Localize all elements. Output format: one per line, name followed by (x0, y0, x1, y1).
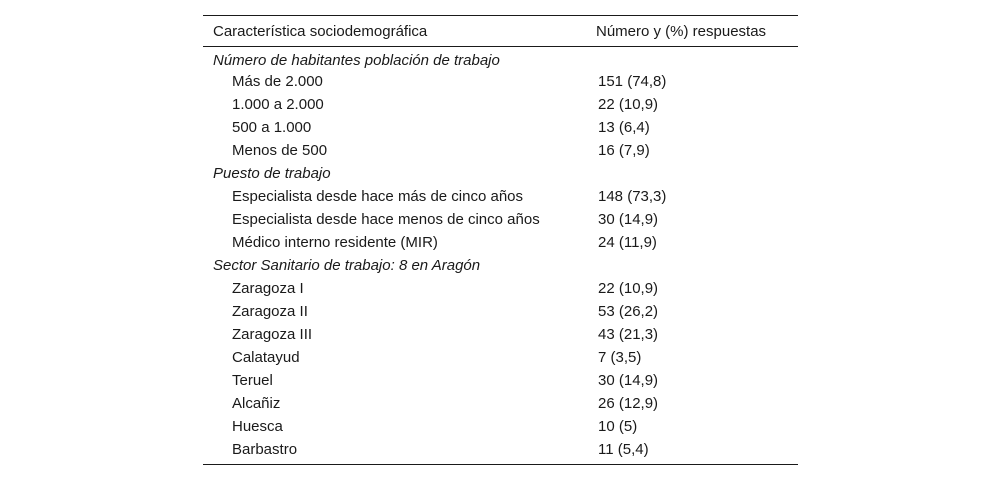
row-label: Médico interno residente (MIR) (232, 234, 438, 251)
table-row (203, 185, 798, 208)
row-label: Zaragoza II (232, 303, 308, 320)
row-label: 500 a 1.000 (232, 119, 312, 136)
table-row (203, 392, 798, 415)
table-header (203, 16, 798, 47)
row-label: Calatayud (232, 349, 300, 366)
row-value: 30 (14,9) (598, 372, 659, 389)
row-value: 10 (5) (598, 418, 638, 435)
row-label: Huesca (232, 418, 283, 435)
table-row (203, 438, 798, 465)
row-value: 22 (10,9) (598, 280, 659, 297)
row-value: 24 (11,9) (598, 234, 657, 251)
table-row (203, 369, 798, 392)
row-label: Zaragoza III (232, 326, 313, 343)
table-row (203, 277, 798, 300)
row-value: 7 (3,5) (598, 349, 642, 366)
table-row (203, 93, 798, 116)
row-label: 1.000 a 2.000 (232, 96, 324, 113)
row-label: Especialista desde hace menos de cinco años (232, 211, 540, 228)
row-label: Barbastro (203, 438, 596, 465)
table-row (203, 323, 798, 346)
row-label: Especialista desde hace más de cinco años (232, 188, 524, 205)
row-value: 13 (6,4) (598, 119, 650, 136)
table-body (203, 47, 798, 465)
row-label: Menos de 500 (232, 142, 328, 159)
row-value: 11 (5,4) (596, 438, 798, 465)
section-title-position: Puesto de trabajo (213, 165, 331, 182)
row-value: 148 (73,3) (598, 188, 667, 205)
section-row (203, 254, 798, 277)
table-row (203, 231, 798, 254)
table-row (203, 116, 798, 139)
header-row (203, 16, 798, 47)
row-label: Más de 2.000 (232, 73, 323, 90)
row-value: 53 (26,2) (598, 303, 659, 320)
row-value: 26 (12,9) (598, 395, 659, 412)
section-row (203, 47, 798, 71)
row-value: 16 (7,9) (598, 142, 650, 159)
table-row (203, 346, 798, 369)
row-value: 22 (10,9) (598, 96, 659, 113)
row-value: 30 (14,9) (598, 211, 659, 228)
table-row (203, 139, 798, 162)
header-responses: Número y (%) respuestas (596, 16, 798, 47)
header-characteristic: Característica sociodemográfica (203, 16, 596, 47)
section-row (203, 162, 798, 185)
table-row (203, 70, 798, 93)
sociodemographic-table (203, 15, 798, 465)
table-row (203, 415, 798, 438)
row-value: 151 (74,8) (598, 73, 667, 90)
section-title-health-sector: Sector Sanitario de trabajo: 8 en Aragón (213, 257, 481, 274)
section-title-population: Número de habitantes población de trabajo (213, 51, 500, 69)
row-label: Alcañiz (232, 395, 281, 412)
table-row (203, 300, 798, 323)
row-label: Zaragoza I (232, 280, 304, 297)
table-row (203, 208, 798, 231)
row-label: Teruel (232, 372, 273, 389)
data-table-container (203, 15, 798, 465)
row-value: 43 (21,3) (598, 326, 659, 343)
